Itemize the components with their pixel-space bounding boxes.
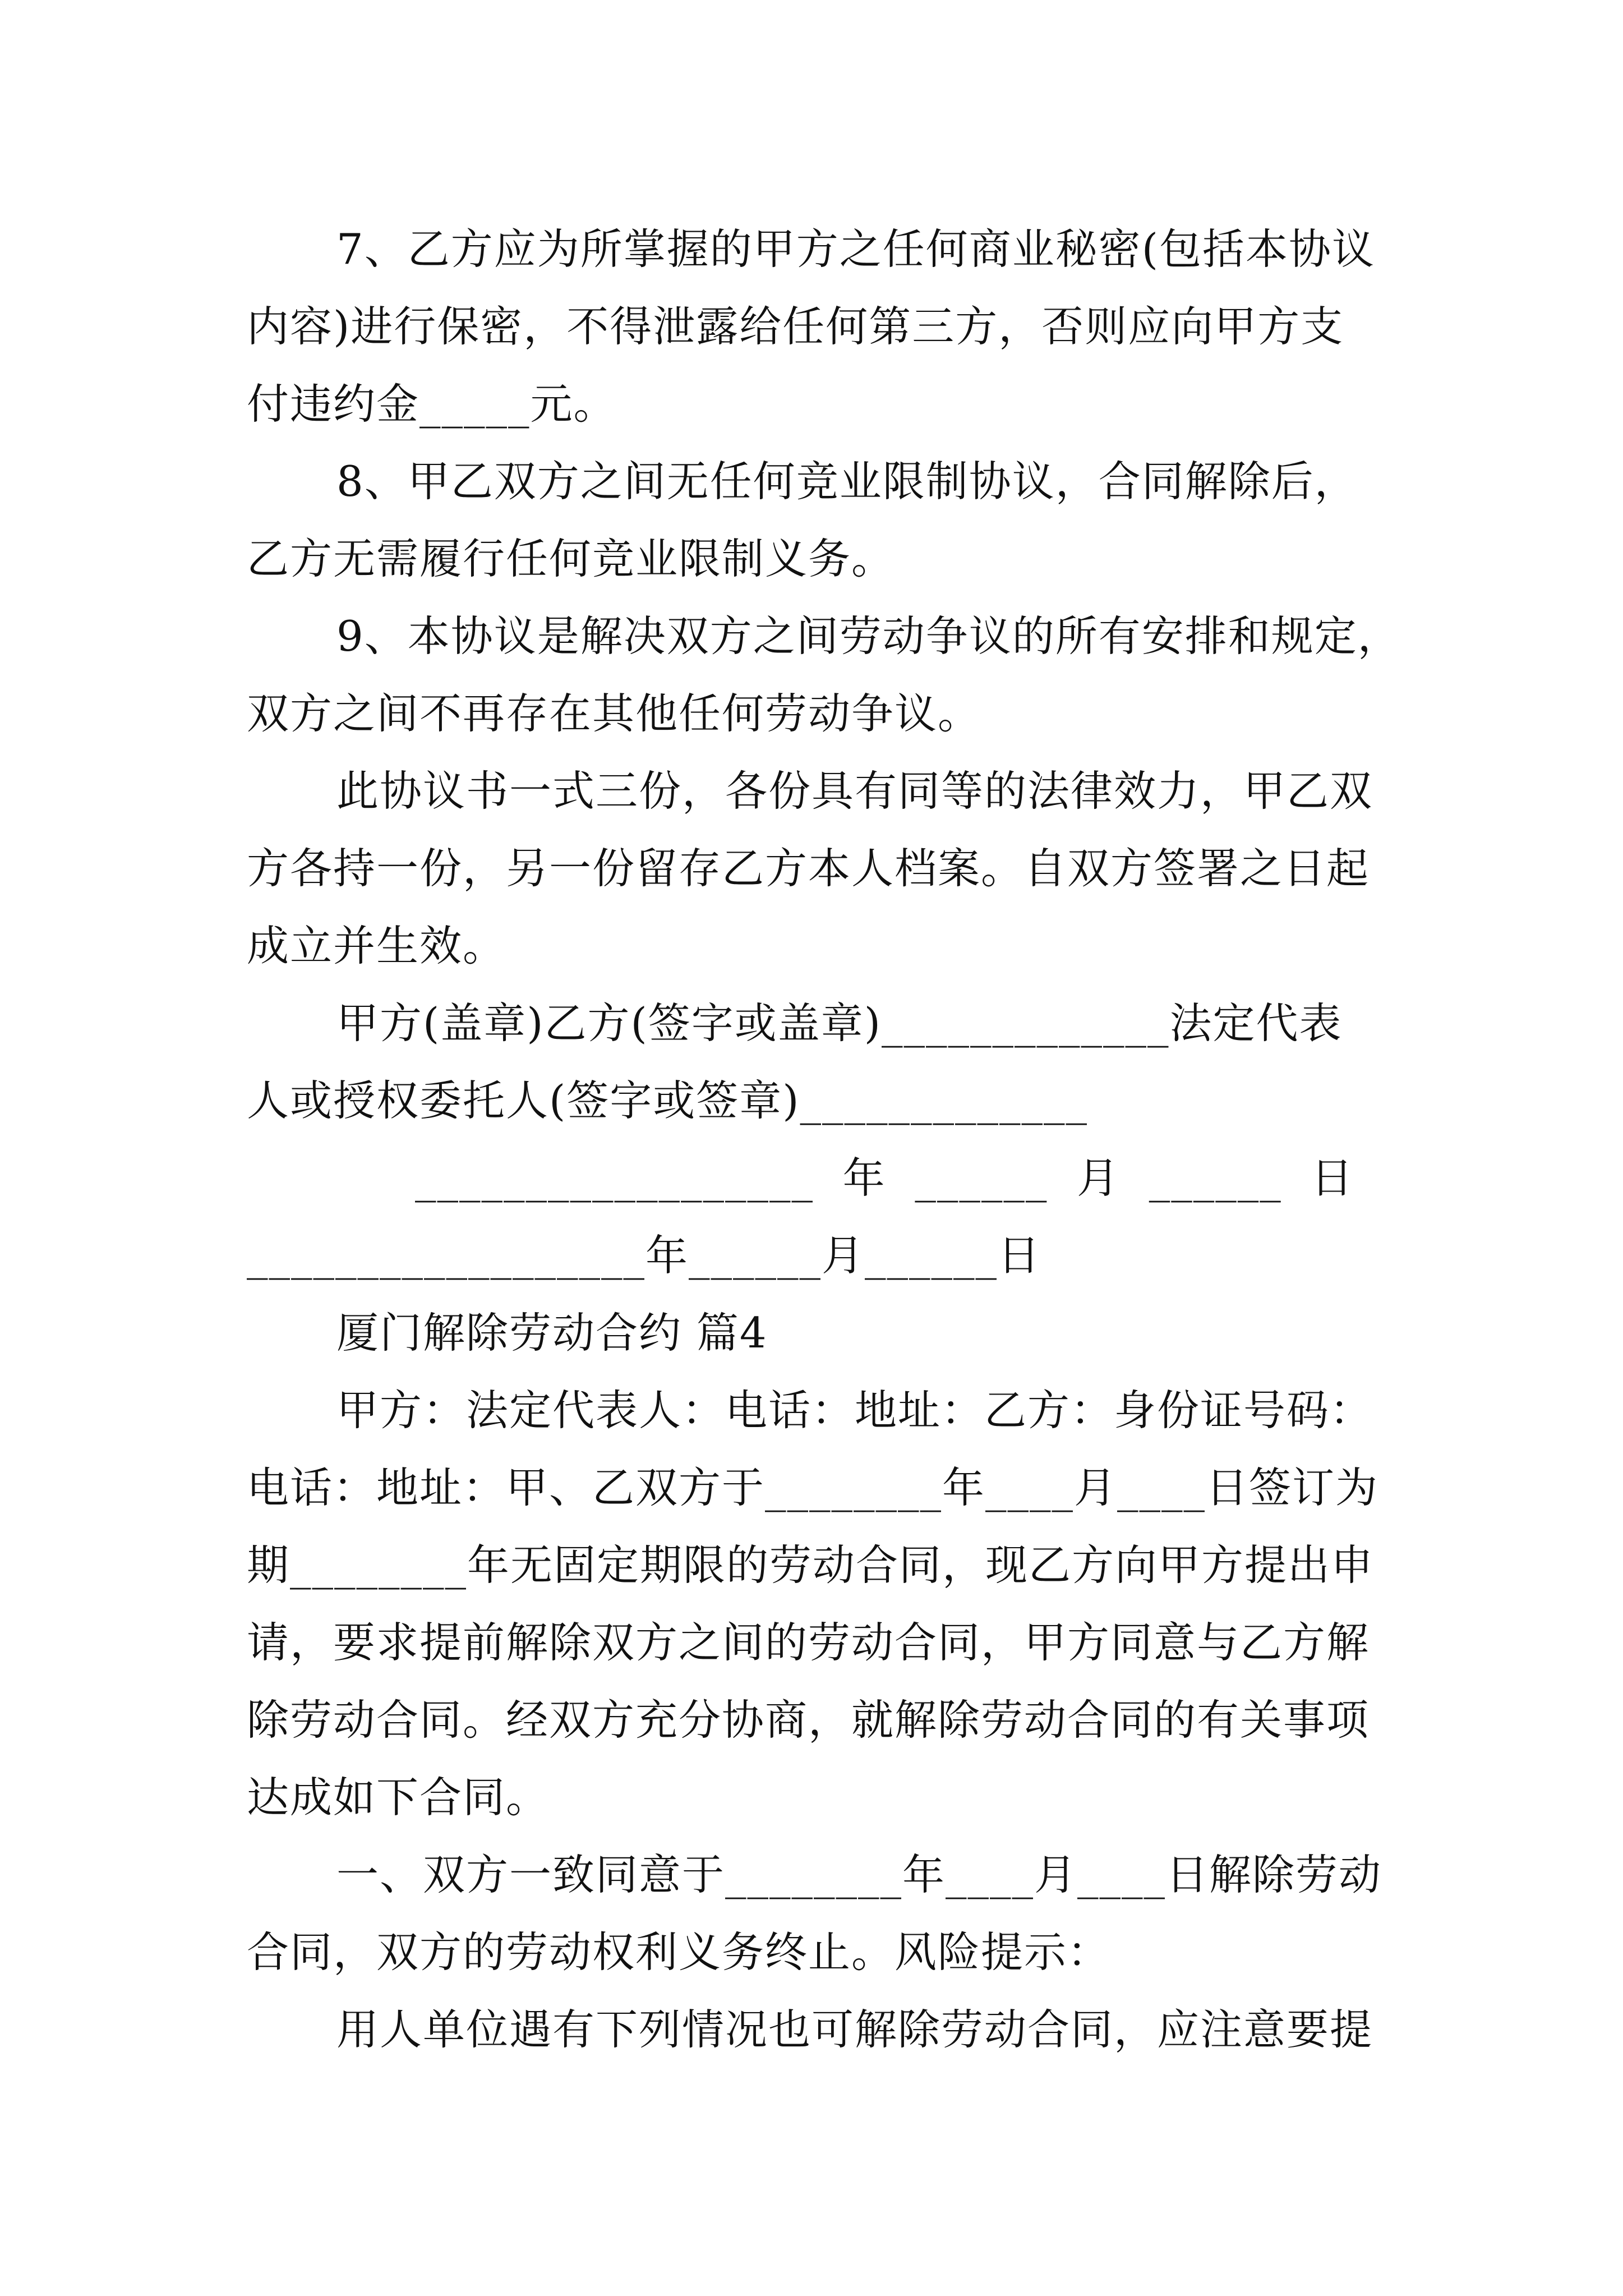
text-line: 9、本协议是解决双方之间劳动争议的所有安排和规定， <box>336 611 1401 661</box>
text-line: 除劳动合同。经双方充分协商，就解除劳动合同的有关事项 <box>247 1695 1370 1745</box>
text-line: 乙方无需履行任何竞业限制义务。 <box>247 534 895 583</box>
text-line: 8、甲乙双方之间无任何竞业限制协议，合同解除后， <box>336 457 1358 506</box>
text-line: 电话：地址：甲、乙双方于________年____月____日签订为 <box>247 1463 1379 1512</box>
text-line: 方各持一份，另一份留存乙方本人档案。自双方签署之日起 <box>247 844 1370 893</box>
text-line: 请，要求提前解除双方之间的劳动合同，甲方同意与乙方解 <box>247 1618 1370 1667</box>
text-line: 厦门解除劳动合约 篇4 <box>336 1308 768 1358</box>
text-line: 付违约金_____元。 <box>247 379 617 429</box>
text-line: 合同，双方的劳动权利义务终止。风险提示： <box>247 1927 1111 1977</box>
text-line: 甲方：法定代表人：电话：地址：乙方：身份证号码： <box>336 1386 1373 1435</box>
text-line: 人或授权委托人(签字或签章)_____________ <box>247 1076 1089 1125</box>
text-line: 内容)进行保密，不得泄露给任何第三方，否则应向甲方支 <box>247 302 1344 351</box>
text-line: __________________年______月______日 <box>247 1231 1041 1280</box>
text-line: __________________ 年 ______ 月 ______ 日 <box>415 1153 1354 1203</box>
text-line: 甲方(盖章)乙方(签字或盖章)_____________法定代表 <box>336 999 1343 1048</box>
text-line: 达成如下合同。 <box>247 1773 550 1822</box>
text-line: 用人单位遇有下列情况也可解除劳动合同，应注意要提 <box>336 2005 1373 2054</box>
text-line: 期________年无固定期限的劳动合同，现乙方向甲方提出申 <box>247 1540 1375 1590</box>
text-line: 7、乙方应为所掌握的甲方之任何商业秘密(包括本协议 <box>336 224 1375 274</box>
text-line: 成立并生效。 <box>247 921 506 970</box>
text-line: 双方之间不再存在其他任何劳动争议。 <box>247 689 981 738</box>
document-body <box>247 210 1401 2068</box>
text-line: 一、双方一致同意于________年____月____日解除劳动 <box>336 1850 1382 1899</box>
text-line: 此协议书一式三份，各份具有同等的法律效力，甲乙双 <box>336 766 1373 816</box>
